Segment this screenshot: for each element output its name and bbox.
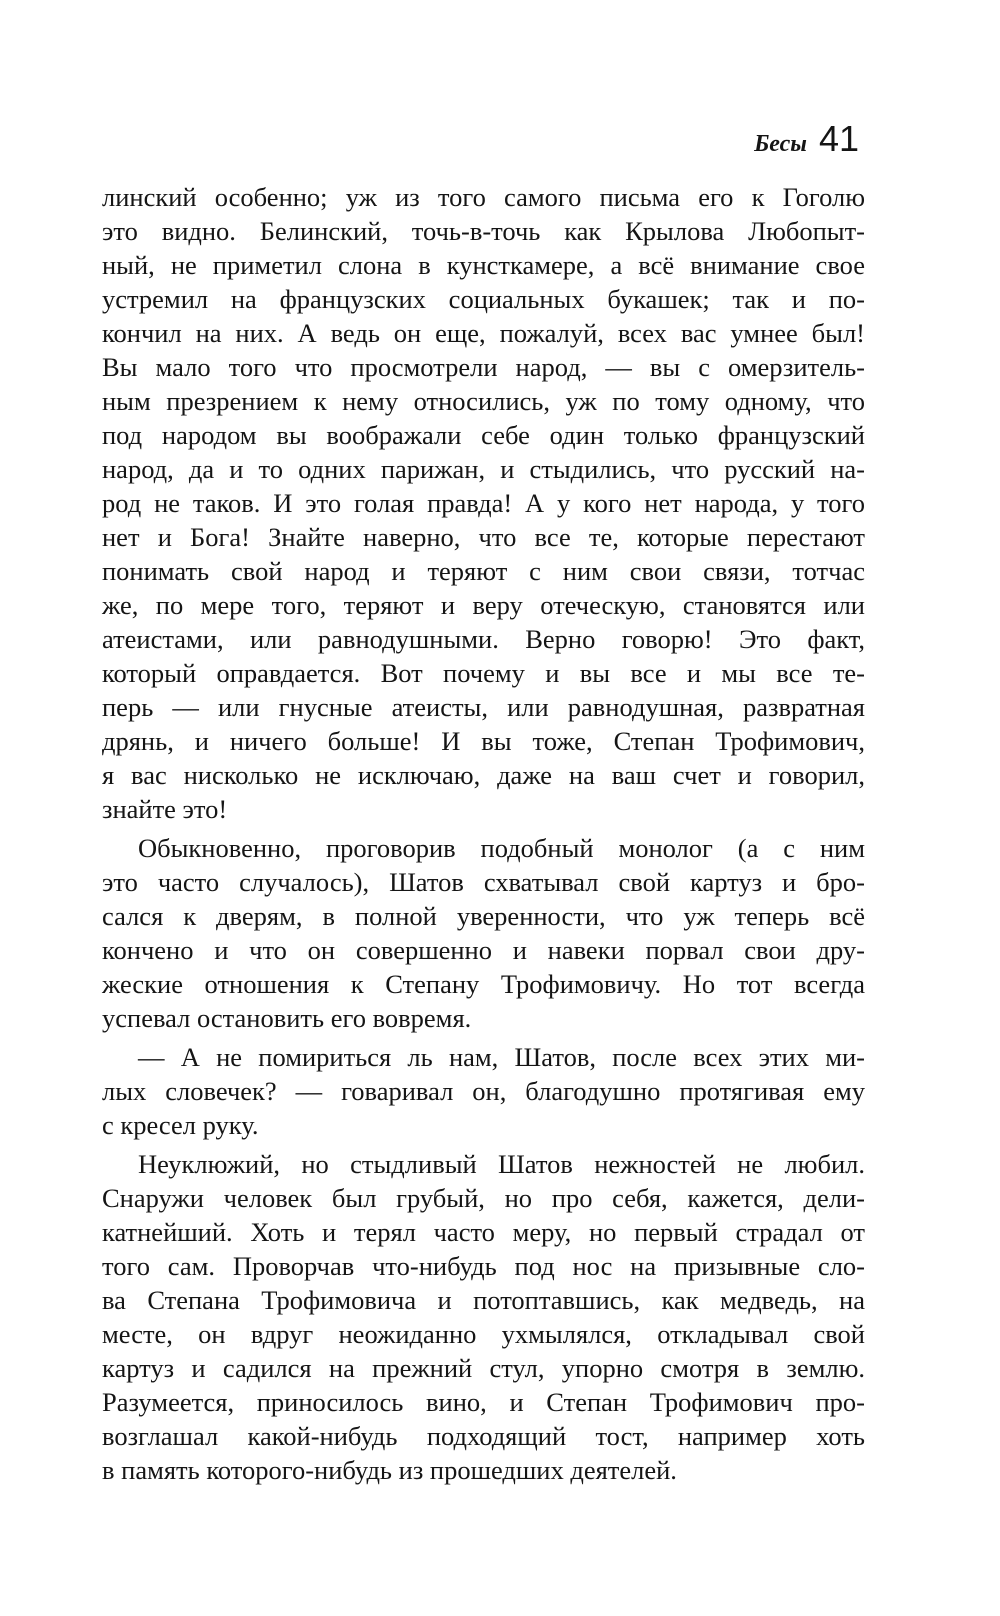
- text-line: я вас нисколько не исключаю, даже на ваш счет и говорил,: [102, 760, 865, 790]
- text-line: знайте это!: [102, 794, 228, 824]
- text-line: того сам. Проворчав что-нибудь под нос на призывные сло-: [102, 1251, 865, 1281]
- text-line: род не таков. И это голая правда! А у кого нет народа, у того: [102, 488, 865, 518]
- text-line: кончено и что он совершенно и навеки порвал свои дру-: [102, 935, 865, 965]
- text-line: который оправдается. Вот почему и вы все и мы все те-: [102, 658, 865, 688]
- text-line: под народом вы воображали себе один только французский: [102, 420, 865, 450]
- text-line: народ, да и то одних парижан, и стыдились, что русский на-: [102, 454, 865, 484]
- text-line: перь — или гнусные атеисты, или равнодушная, развратная: [102, 692, 865, 722]
- text-line: в память которого-нибудь из прошедших деятелей.: [102, 1455, 677, 1485]
- text-line: нет и Бога! Знайте наверно, что все те, которые перестают: [102, 522, 865, 552]
- text-line: линский особенно; уж из того самого письма его к Гоголю: [102, 182, 865, 212]
- text-line: Неуклюжий, но стыдливый Шатов нежностей не любил.: [138, 1149, 865, 1179]
- text-line: с кресел руку.: [102, 1110, 259, 1140]
- text-line: катнейший. Хоть и терял часто меру, но первый страдал от: [102, 1217, 865, 1247]
- book-title: Бесы: [754, 131, 807, 157]
- text-line: месте, он вдруг неожиданно ухмылялся, откладывал свой: [102, 1319, 865, 1349]
- text-line: Обыкновенно, проговорив подобный монолог (а с ним: [138, 833, 865, 863]
- paragraph-3: [102, 1040, 865, 1142]
- paragraph-4: [102, 1147, 865, 1487]
- text-line: лых словечек? — говаривал он, благодушно протягивая ему: [102, 1076, 865, 1106]
- text-line: это часто случалось), Шатов схватывал свой картуз и бро-: [102, 867, 865, 897]
- page-number: 41: [818, 118, 859, 159]
- text-line: картуз и садился на прежний стул, упорно смотря в землю.: [102, 1353, 865, 1383]
- text-line: жеские отношения к Степану Трофимовичу. Но тот всегда: [102, 969, 865, 999]
- paragraph-1: [102, 180, 865, 826]
- text-line: Вы мало того что просмотрели народ, — вы с омерзитель-: [102, 352, 865, 382]
- text-line: сался к дверям, в полной уверенности, что уж теперь всё: [102, 901, 865, 931]
- running-header: [754, 118, 859, 160]
- text-line: ный, не приметил слона в кунсткамере, а всё внимание свое: [102, 250, 865, 280]
- text-line: ва Степана Трофимовича и потоптавшись, как медведь, на: [102, 1285, 865, 1315]
- body-text: [102, 180, 865, 1487]
- text-line: кончил на них. А ведь он еще, пожалуй, всех вас умнее был!: [102, 318, 865, 348]
- text-line: возглашал какой-нибудь подходящий тост, например хоть: [102, 1421, 865, 1451]
- text-line: понимать свой народ и теряют с ним свои связи, тотчас: [102, 556, 865, 586]
- paragraph-2: [102, 831, 865, 1035]
- text-line: атеистами, или равнодушными. Верно говорю! Это факт,: [102, 624, 865, 654]
- text-line: успевал остановить его вовремя.: [102, 1003, 472, 1033]
- text-line: ным презрением к нему относились, уж по тому одному, что: [102, 386, 865, 416]
- text-line: это видно. Белинский, точь-в-точь как Крылова Любопыт-: [102, 216, 865, 246]
- text-line: дрянь, и ничего больше! И вы тоже, Степан Трофимович,: [102, 726, 865, 756]
- text-line: устремил на французских социальных букашек; так и по-: [102, 284, 865, 314]
- text-line: Снаружи человек был грубый, но про себя, кажется, дели-: [102, 1183, 865, 1213]
- text-line: — А не помириться ль нам, Шатов, после всех этих ми-: [138, 1042, 865, 1072]
- text-line: Разумеется, приносилось вино, и Степан Трофимович про-: [102, 1387, 865, 1417]
- text-line: же, по мере того, теряют и веру отеческую, становятся или: [102, 590, 865, 620]
